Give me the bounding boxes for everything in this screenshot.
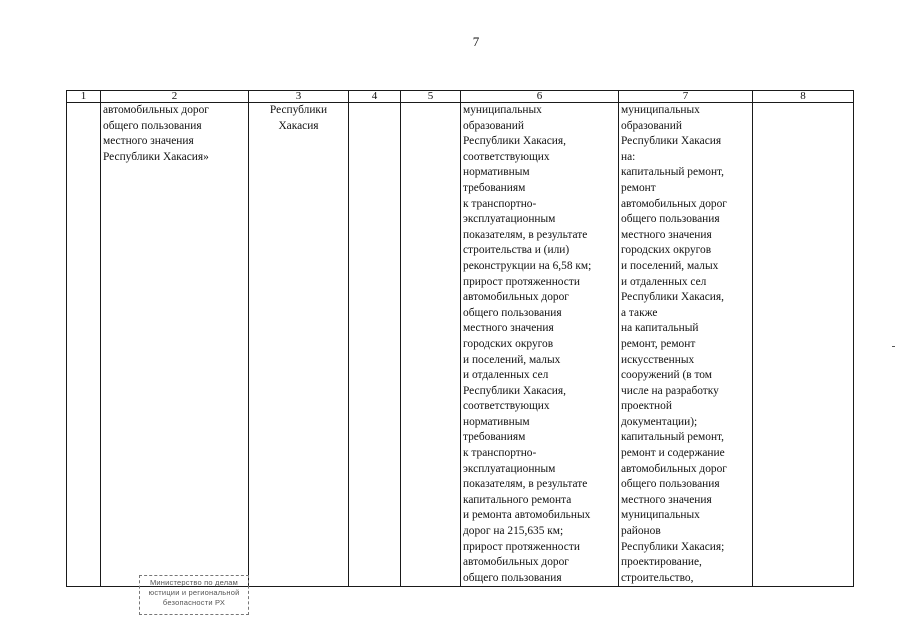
cell-col-8 <box>753 103 854 587</box>
table-row <box>67 103 854 587</box>
header-row <box>67 91 854 103</box>
header-col-3: 3 <box>249 91 349 103</box>
header-col-1: 1 <box>67 91 101 103</box>
cell-col-1 <box>67 103 101 587</box>
program-table <box>66 90 854 587</box>
header-col-7: 7 <box>619 91 753 103</box>
cell-col-7: муниципальных образований Республики Хакасия на: капитальный ремонт, ремонт автомобильных дорог общего пользования местного значения городских округов и поселений, малых и отдаленных сел Республики Хакасия, а также на капитальный ремонт, ремонт искусственных сооружений (в том числе на разработку проектной документации); капитальный ремонт, ремонт и содержание автомобильных дорог общего пользования местного значения муниципальных районов Республики Хакасия; проектирование, строительство, <box>619 103 753 587</box>
header-col-4: 4 <box>349 91 401 103</box>
page-number: 7 <box>472 34 480 49</box>
header-col-8: 8 <box>753 91 854 103</box>
scan-edge-mark <box>892 346 895 347</box>
header-col-5: 5 <box>401 91 461 103</box>
cell-col-2: автомобильных дорог общего пользования местного значения Республики Хакасия» <box>101 103 249 587</box>
registration-stamp: Министерство по делам юстиции и региональной безопасности РХ <box>139 575 249 615</box>
cell-col-4 <box>349 103 401 587</box>
header-col-2: 2 <box>101 91 249 103</box>
cell-col-3: Республики Хакасия <box>249 103 349 587</box>
header-col-6: 6 <box>461 91 619 103</box>
cell-col-5 <box>401 103 461 587</box>
cell-col-6: муниципальных образований Республики Хакасия, соответствующих нормативным требованиям к транспортно- эксплуатационным показателям, в результате строительства и (или) реконструкции на 6,58 км; прирост протяженности автомобильных дорог общего пользования местного значения городских округов и поселений, малых и отдаленных сел Республики Хакасия, соответствующих нормативным требованиям к транспортно- эксплуатационным показателям, в результате капитального ремонта и ремонта автомобильных дорог на 215,635 км; прирост протяженности автомобильных дорог общего пользования <box>461 103 619 587</box>
